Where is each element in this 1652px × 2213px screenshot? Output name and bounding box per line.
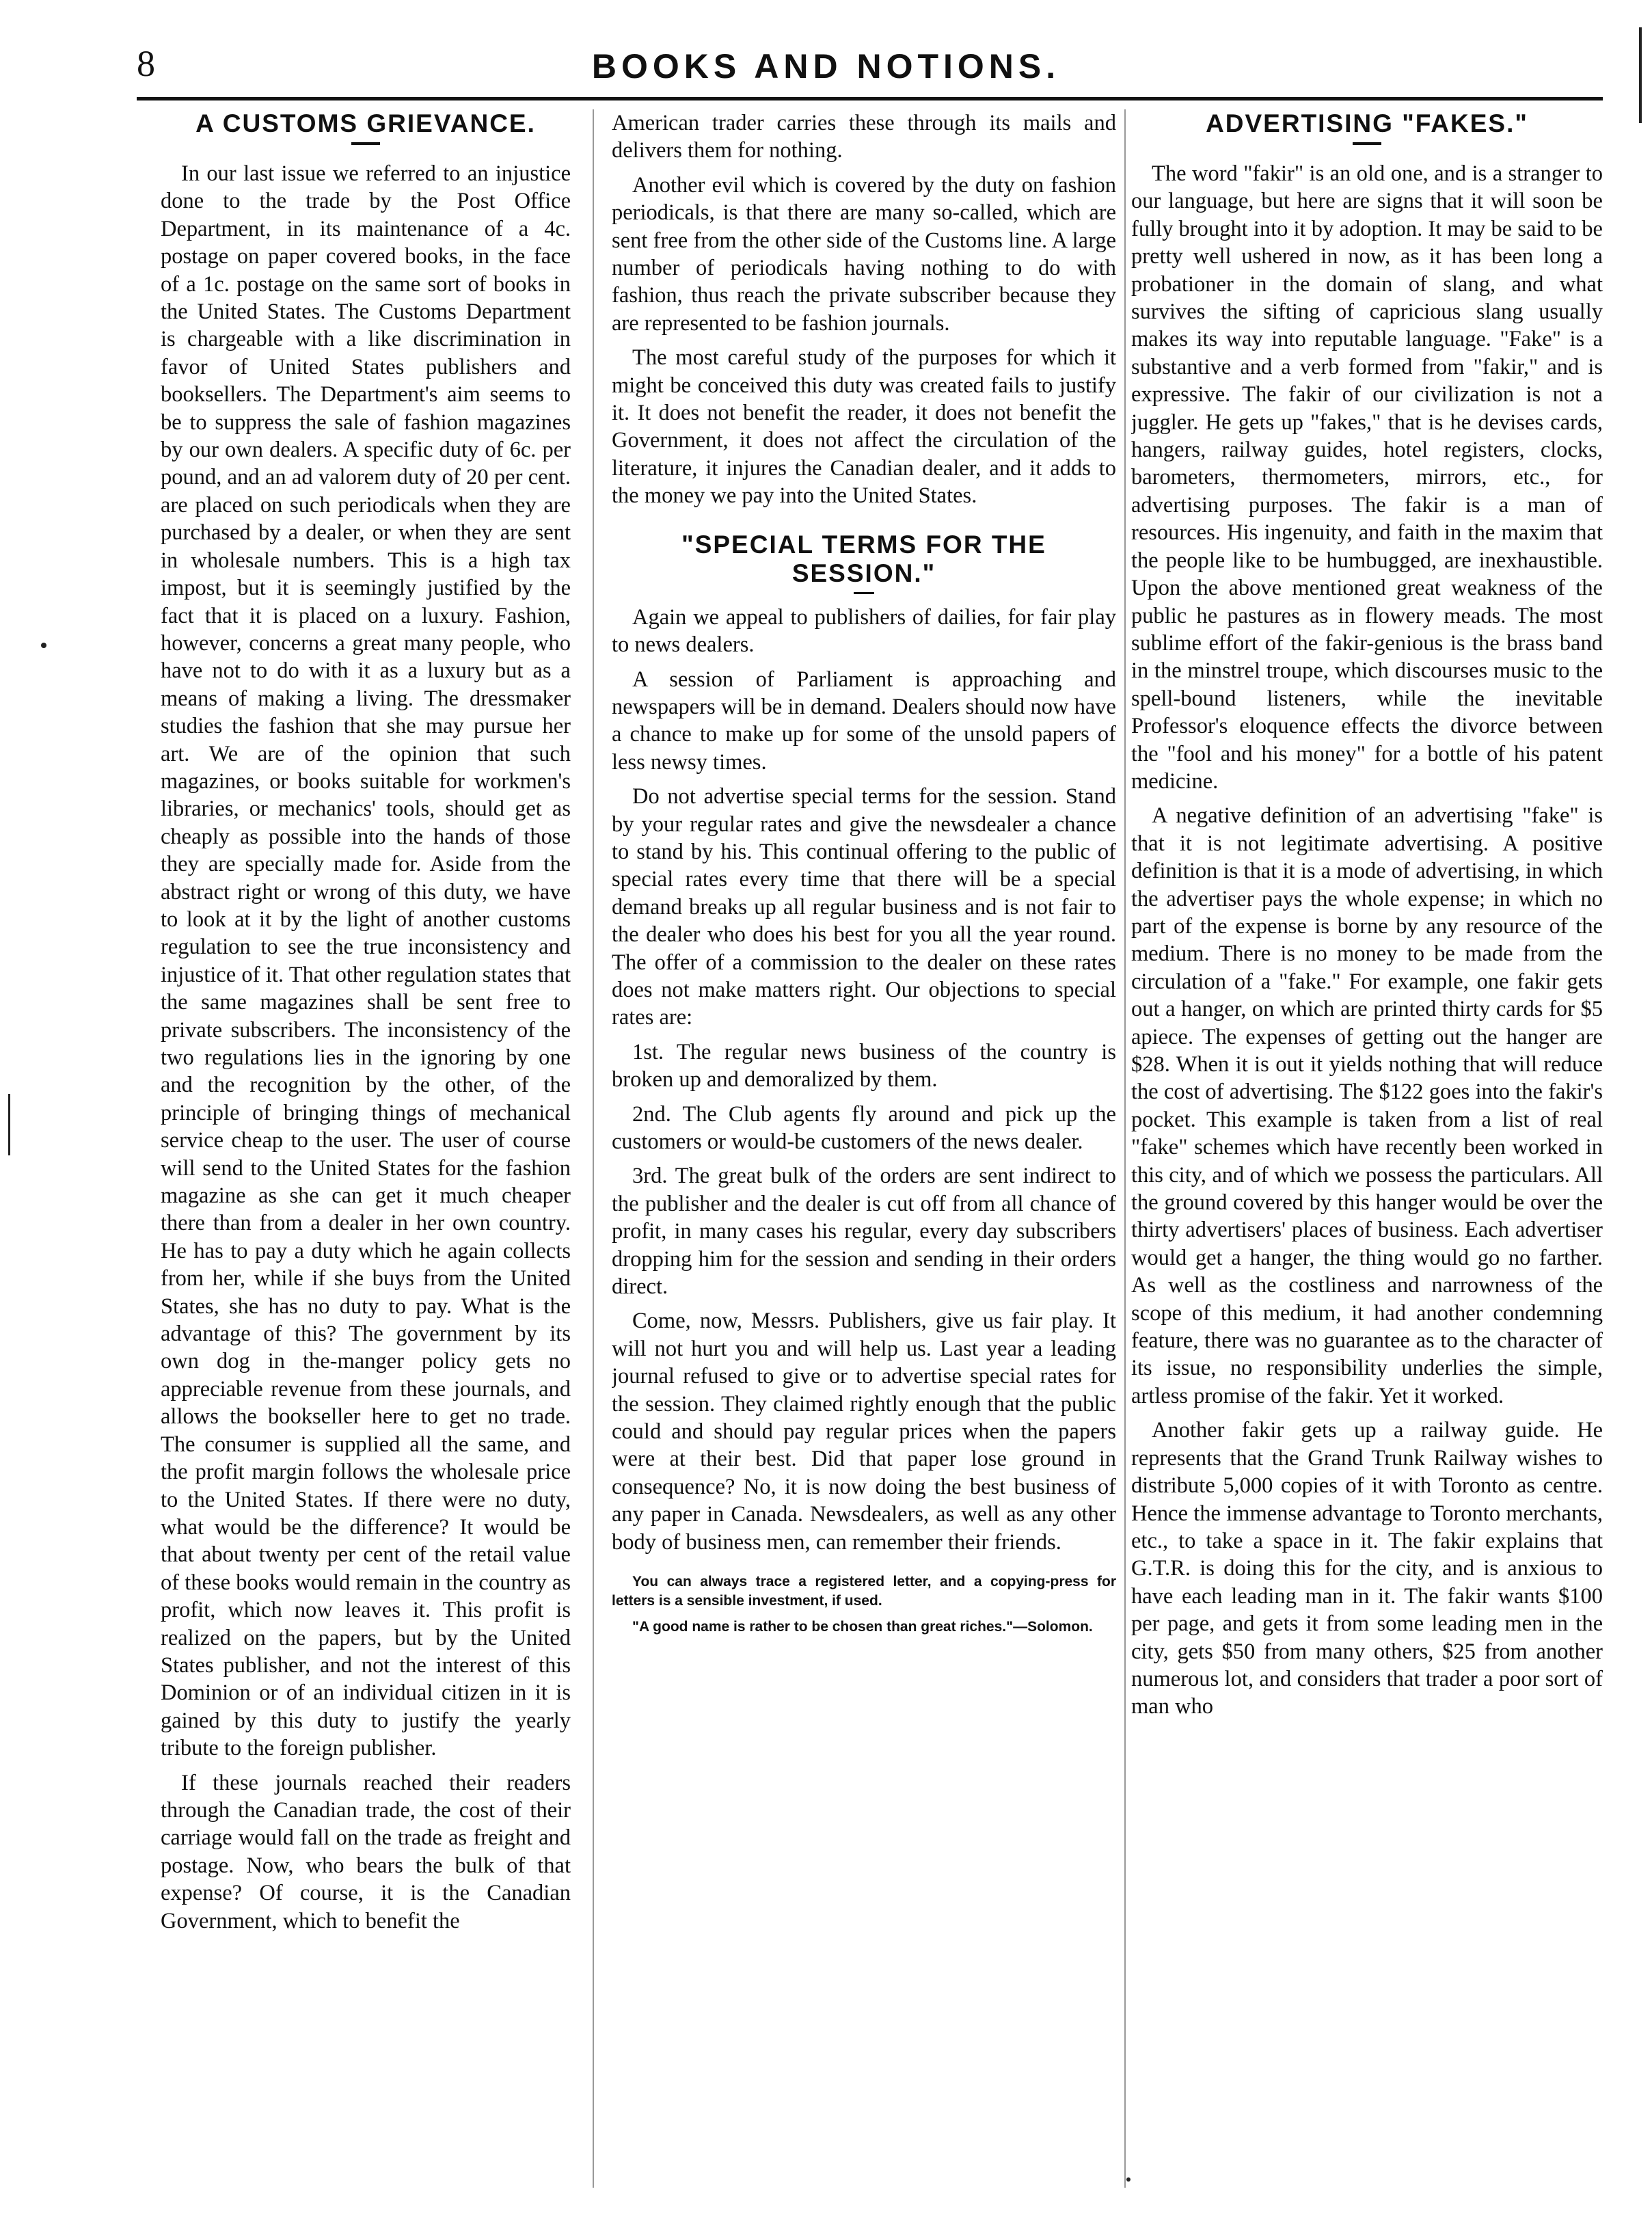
article-paragraph: 3rd. The great bulk of the orders are sent indirect to the publisher and the dealer is cut off from all chance of profit, in many cases his regular, every day subscribers dropping him for the session and sending in their orders direct. [612,1164,1116,1300]
article-headline-customs-grievance: A CUSTOMS GRIEVANCE. [195,109,536,137]
article-headline-advertising-fakes: ADVERTISING "FAKES." [1206,109,1528,137]
headline-dash [854,592,874,594]
headline-dash [1353,142,1381,145]
article-paragraph: American trader carries these through its mails and delivers them for nothing. [612,111,1116,163]
column-2 [612,109,1116,2181]
scan-dot [1126,2177,1130,2182]
article-paragraph: Another evil which is covered by the duty on fashion periodicals, is that there are many so-called, which are sent free from the other side of the Customs line. A large number of periodicals having nothing to do with fashion, thus reach the private subscriber because they are represented to be fashion journals. [612,172,1116,336]
column-1 [161,109,571,2181]
article-paragraph: 1st. The regular news business of the country is broken up and demoralized by them. [612,1039,1116,1092]
header-rule [137,97,1603,100]
article-paragraph: In our last issue we referred to an injustice done to the trade by the Post Office Department, in its maintenance of a 4c. postage on paper covered books, in the face of a 1c. postage on the same sort of books in the United States. The Customs Department is chargeable with a like discrimination in favor of United States publishers and booksellers. The Department's aim seems to be to suppress the sale of fashion magazines by our own dealers. A specific duty of 6c. per pound, and an ad valorem duty of 20 per cent. are placed on such periodicals when they are purchased by a dealer, or when they are sent in wholesale numbers. This is a high tax impost, but it is seemingly justified by the fact that it is placed on a luxury. Fashion, however, concerns a great many people, who have not to do with it as a luxury but as a means of making a living. The dressmaker studies the fashion that she may pursue her art. We are of the opinion that such magazines, or books suitable for workmen's libraries, or mechanics' tools, should get as cheaply as possible into the hands of those they are specially made for. Aside from the abstract right or wrong of this duty, we have to look at it by the light of another customs regulation to see the true inconsistency and injustice of it. That other regulation states that the same magazines shall be sent free to private subscribers. The inconsistency of the two regulations lies in the ignoring by one and the recognition by the other, of the principle of bringing things of mechanical service cheap to the user. The user of course will send to the United States for the fashion magazine as she can get it much cheaper there than from a dealer in her own country. He has to pay a duty which he again collects from her, while if she buys from the United States, she has no duty to pay. What is the advantage of this? The government by its own dog in the-manger policy gets no appreciable revenue from these journals, and allows the bookseller here to get no trade. The consumer is supplied all the same, and the profit margin follows the wholesale price to the United States. If there were no duty, what would be the difference? It would be that about twenty per cent of the retail value of these books would remain in the country as profit, which now leaves it. This profit is realized on the papers, but by the United States publisher, and not the interest of this Dominion or of an individual citizen in it is gained by this duty to justify the yearly tribute to the foreign publisher. [161,161,571,1761]
article-paragraph: Another fakir gets up a railway guide. He represents that the Grand Trunk Railway wishes to distribute 5,000 copies of it with Toronto as centre. Hence the immense advantage to Toronto merchants, etc., to take a space in it. The fakir explains that G.T.R. is doing this for the city, and is anxious to have each leading man in it. The fakir wants $100 per page, and gets it from some leading men in the city, gets $50 from many others, $25 from another numerous lot, and considers that trader a poor sort of man who [1131,1418,1603,1719]
article-paragraph: Come, now, Messrs. Publishers, give us fair play. It will not hurt you and will help us. Last year a leading journal refused to give or to advertise special rates for the session. They claimed rightly enough that the public could and should pay regular prices when the papers were at their best. Did that paper lose ground in consequence? No, it is now doing the best business of any paper in Canada. Newsdealers, as well as any other body of business men, can remember their friends. [612,1309,1116,1555]
headline-dash [351,142,380,145]
filler-quote: "A good name is rather to be chosen than great riches."—Solomon. [632,1619,1093,1635]
article-paragraph: Again we appeal to publishers of dailies, for fair play to news dealers. [612,604,1116,658]
page-edge-line [1639,27,1642,123]
article-paragraph: Do not advertise special terms for the session. Stand by your regular rates and give the newsdealer a chance to stand by his. This continual offering to the public of special rates every time that there will be a special demand breaks up all regular business and is not fair to the dealer who does his best for you all the year round. The offer of a commission to the dealer on these rates does not make matters right. Our objections to special rates are: [612,784,1116,1030]
publication-title: BOOKS AND NOTIONS. [591,47,1061,85]
column-rule-2 [1124,109,1126,2188]
column-rule-1 [593,109,594,2188]
article-paragraph: If these journals reached their readers through the Canadian trade, the cost of their carriage would fall on the trade as freight and postage. Now, who bears the bulk of that expense? Of course, it is the Canadian Government, which to benefit the [161,1770,571,1933]
article-paragraph: The word "fakir" is an old one, and is a stranger to our language, but here are signs that it will soon be fully brought into it by adoption. It may be said to be pretty well ushered in now, as it has been long a probationer in the domain of slang, and what survives the sifting of capricious slang usually makes its way into reputable language. "Fake" is a substantive and a verb formed from "fakir," and is expressive. The fakir of our civilization is not a juggler. He gets up "fakes," that is he devises cards, hangers, railway guides, hotel registers, clocks, barometers, thermometers, mirrors, etc., for advertising purposes. The fakir is a man of resources. His ingenuity, and faith in the maxim that the people like to be humbugged, are inexhaustible. Upon the above mentioned great weakness of the public he pastures as in flowery meads. The most sublime effort of the fakir-genious is the brass band in the minstrel troupe, which discourses music to the spell-bound listeners, while the inevitable Professor's eloquence effects the divorce between the "fool and his money" for a bottle of his patent medicine. [1131,161,1603,794]
article-paragraph: A session of Parliament is approaching and newspapers will be in demand. Dealers should now have a chance to make up for some of the unsold papers of less newsy times. [612,667,1116,775]
page-number: 8 [137,43,155,84]
article-paragraph: A negative definition of an advertising "fake" is that it is not legitimate advertising. A positive definition is that it is a mode of advertising, in which the advertiser pays the whole expense; in which no part of the expense is borne by any resource of the medium. There is no money to be made from the circulation of a "fake." For example, one fakir gets out a hanger, on which are printed thirty cards for $5 apiece. The expenses of getting out the hanger are $28. When it is out it yields nothing that will reduce the cost of advertising. The $122 goes into the fakir's pocket. This example is taken from a list of real "fake" schemes which have recently been worked in this city, and of which we possess the particulars. All the ground covered by this hanger would be over the thirty advertisers' places of business. Each advertiser would get a hanger, the thing would go no farther. As well as the costliness and narrowness of the scope of this medium, it had another condemning feature, there was no guarantee as to the character of its issue, no responsibility underlies the simple, artless promise of the fakir. Yet it worked. [1131,803,1603,1408]
article-paragraph: 2nd. The Club agents fly around and pick up the customers or would-be customers of the news dealer. [612,1101,1116,1154]
article-paragraph: The most careful study of the purposes for which it might be conceived this duty was created fails to justify it. It does not benefit the reader, it does not benefit the Government, it does not affect the circulation of the literature, it injures the Canadian dealer, and it adds to the money we pay into the United States. [612,345,1116,509]
article-headline-special-terms: "SPECIAL TERMS FOR THE SESSION." [681,530,1046,587]
scan-dot [41,643,46,648]
column-3 [1131,109,1603,2181]
scan-mark [8,1094,10,1155]
filler-note: You can always trace a registered letter, and a copying-press for letters is a sensible investment, if used. [612,1574,1116,1609]
